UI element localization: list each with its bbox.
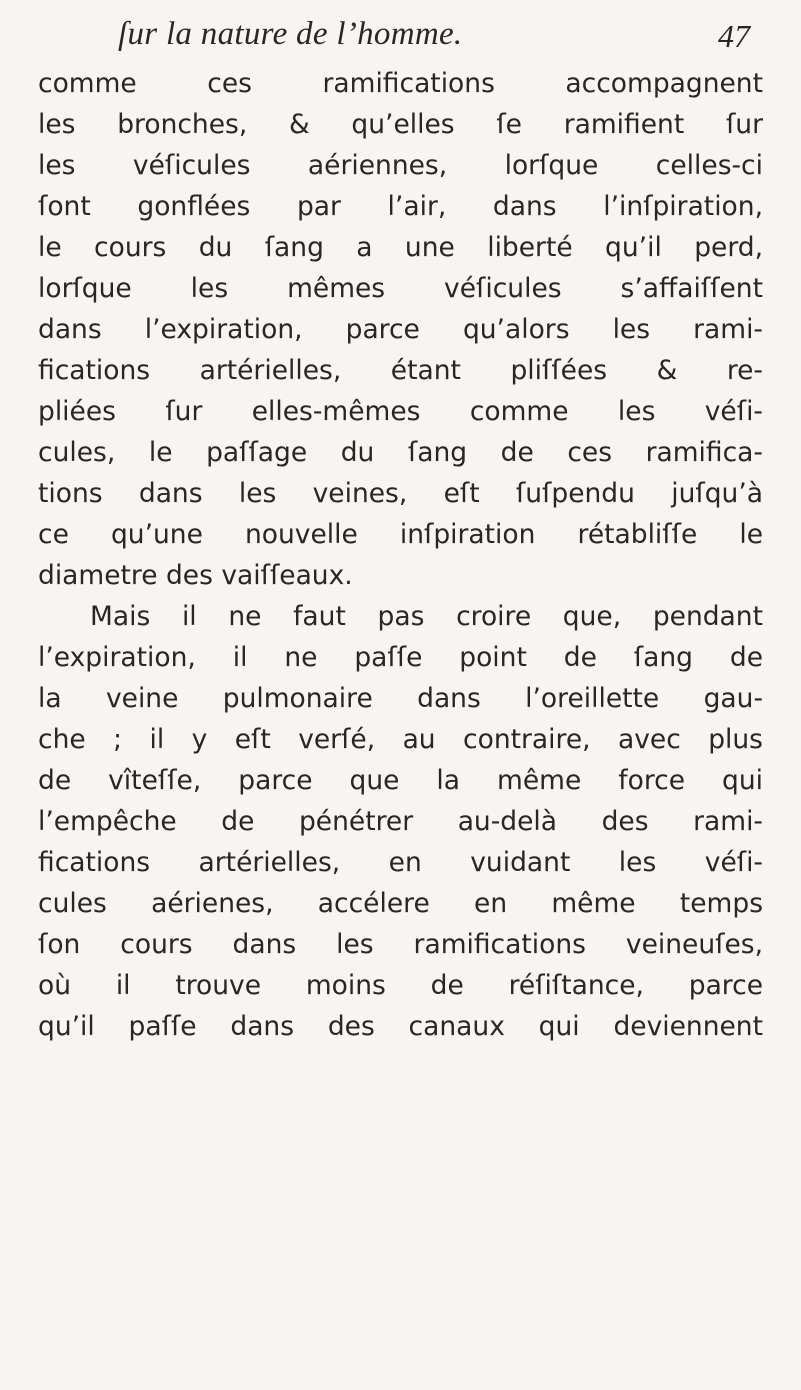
text-line: les véſicules aériennes, lorſque celles-ci <box>38 150 763 181</box>
text-line: où il trouve moins de réſiſtance, parce <box>38 970 763 1001</box>
text-line: ce qu’une nouvelle inſpiration rétabliſſe le <box>38 519 763 550</box>
text-line: fications artérielles, en vuidant les véſi- <box>38 847 763 878</box>
text-line: ſon cours dans les ramifications veineuſes, <box>38 929 763 960</box>
text-line: l’empêche de pénétrer au-delà des rami- <box>38 806 763 837</box>
text-line: le cours du ſang a une liberté qu’il perd, <box>38 232 763 263</box>
text-line: les bronches, & qu’elles ſe ramifient ſur <box>38 109 763 140</box>
running-title: ſur la nature de l’homme. <box>118 16 463 52</box>
text-line: tions dans les veines, eſt ſuſpendu juſqu’à <box>38 478 763 509</box>
text-line: qu’il paſſe dans des canaux qui deviennent <box>38 1011 763 1042</box>
text-line: dans l’expiration, parce qu’alors les rami- <box>38 314 763 345</box>
text-line: che ; il y eſt verſé, au contraire, avec plus <box>38 724 763 755</box>
text-line: de vîteſſe, parce que la même force qui <box>38 765 763 796</box>
text-line: cules aérienes, accélere en même temps <box>38 888 763 919</box>
page-number: 47 <box>718 18 750 54</box>
text-line: ſont gonflées par l’air, dans l’inſpiration, <box>38 191 763 222</box>
text-line: pliées ſur elles-mêmes comme les véſi- <box>38 396 763 427</box>
text-line: fications artérielles, étant pliſſées & re- <box>38 355 763 386</box>
text-line: cules, le paſſage du ſang de ces ramifica- <box>38 437 763 468</box>
text-line: lorſque les mêmes véſicules s’affaiſſent <box>38 273 763 304</box>
text-line: Mais il ne faut pas croire que, pendant <box>90 601 763 632</box>
text-line: diametre des vaiſſeaux. <box>38 560 353 591</box>
text-line: l’expiration, il ne paſſe point de ſang de <box>38 642 763 673</box>
text-line: la veine pulmonaire dans l’oreillette gau- <box>38 683 763 714</box>
text-line: comme ces ramifications accompagnent <box>38 68 763 99</box>
